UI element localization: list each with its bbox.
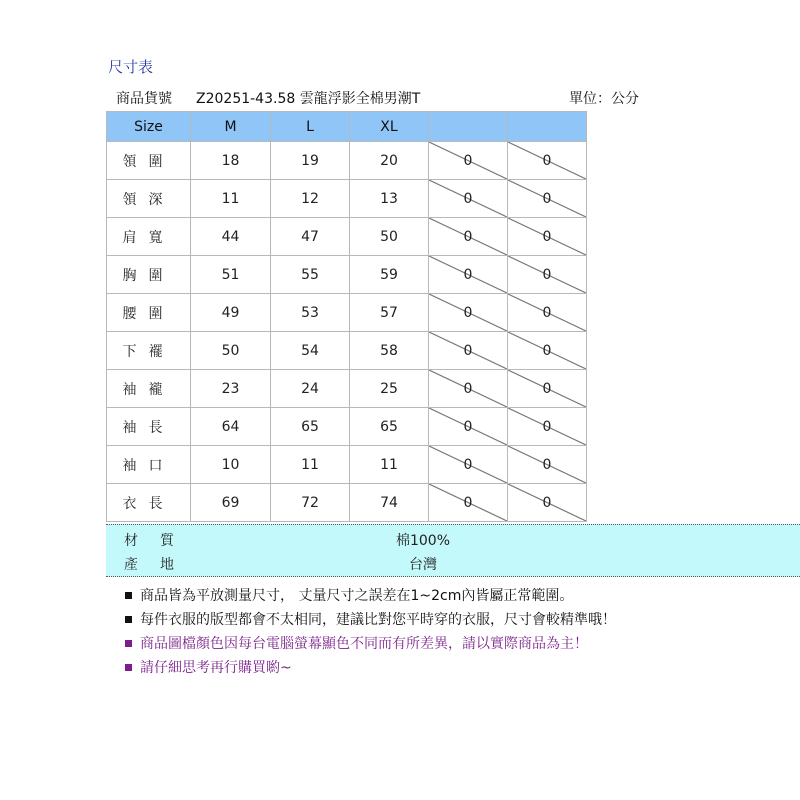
table-cell-value: 0 <box>463 152 473 169</box>
table-row <box>107 218 587 256</box>
product-code-label: 商品貨號 <box>116 91 172 107</box>
table-cell: 18 <box>191 142 271 180</box>
measurement-label: 胸圍 <box>107 256 191 294</box>
table-cell: 11 <box>191 180 271 218</box>
header-empty-1 <box>429 112 508 142</box>
page-title: 尺寸表 <box>108 58 154 76</box>
table-cell: 65 <box>350 408 429 446</box>
square-bullet-icon <box>125 616 132 623</box>
empty-size-cell <box>429 408 508 446</box>
table-cell: 57 <box>350 294 429 332</box>
size-table <box>106 111 587 522</box>
empty-size-cell <box>429 446 508 484</box>
table-cell-value: 0 <box>542 380 552 397</box>
material-value: 棉100% <box>395 533 451 549</box>
table-cell-value: 0 <box>542 456 552 473</box>
table-cell-value: 0 <box>463 342 473 359</box>
note-text: 商品皆為平放測量尺寸， 丈量尺寸之誤差在1~2cm內皆屬正常範圍。 <box>140 588 574 604</box>
empty-size-cell <box>429 142 508 180</box>
measurement-label: 領圍 <box>107 142 191 180</box>
empty-size-cell <box>508 408 587 446</box>
table-cell: 23 <box>191 370 271 408</box>
table-cell: 59 <box>350 256 429 294</box>
table-cell: 55 <box>271 256 350 294</box>
empty-size-cell <box>508 218 587 256</box>
table-cell: 11 <box>350 446 429 484</box>
table-row <box>107 332 587 370</box>
table-cell: 50 <box>350 218 429 256</box>
header-empty-2 <box>508 112 587 142</box>
note-text: 每件衣服的版型都會不太相同，建議比對您平時穿的衣服，尺寸會較精準哦！ <box>140 612 616 628</box>
table-cell: 11 <box>271 446 350 484</box>
empty-size-cell <box>508 484 587 522</box>
table-row <box>107 484 587 522</box>
empty-size-cell <box>508 446 587 484</box>
square-bullet-icon <box>125 592 132 599</box>
table-row <box>107 180 587 218</box>
table-cell-value: 0 <box>542 494 552 511</box>
table-cell: 10 <box>191 446 271 484</box>
origin-row <box>106 550 800 574</box>
empty-size-cell <box>508 256 587 294</box>
material-band <box>106 524 800 577</box>
table-cell: 51 <box>191 256 271 294</box>
measurement-label: 腰圍 <box>107 294 191 332</box>
table-row <box>107 294 587 332</box>
table-row <box>107 408 587 446</box>
empty-size-cell <box>429 294 508 332</box>
origin-value: 台灣 <box>409 557 437 573</box>
table-cell-value: 0 <box>463 228 473 245</box>
table-cell-value: 0 <box>463 266 473 283</box>
table-row <box>107 446 587 484</box>
table-cell-value: 0 <box>463 304 473 321</box>
table-cell-value: 0 <box>542 152 552 169</box>
measurement-label: 衣長 <box>107 484 191 522</box>
table-cell: 47 <box>271 218 350 256</box>
material-label: 材質 <box>124 533 196 549</box>
note-item <box>125 608 616 632</box>
table-cell-value: 0 <box>463 456 473 473</box>
table-row <box>107 370 587 408</box>
header-l: L <box>271 112 350 142</box>
note-item <box>125 656 616 680</box>
note-item <box>125 584 616 608</box>
table-row <box>107 256 587 294</box>
empty-size-cell <box>508 294 587 332</box>
table-cell: 19 <box>271 142 350 180</box>
note-text: 商品圖檔顏色因每台電腦螢幕顯色不同而有所差異，請以實際商品為主！ <box>140 636 588 652</box>
empty-size-cell <box>508 142 587 180</box>
empty-size-cell <box>429 256 508 294</box>
empty-size-cell <box>429 332 508 370</box>
material-row <box>106 526 800 550</box>
table-cell: 12 <box>271 180 350 218</box>
measurement-label: 袖襱 <box>107 370 191 408</box>
table-cell: 50 <box>191 332 271 370</box>
measurement-label: 下襬 <box>107 332 191 370</box>
table-cell-value: 0 <box>463 190 473 207</box>
table-cell: 13 <box>350 180 429 218</box>
table-cell-value: 0 <box>542 304 552 321</box>
header-m: M <box>191 112 271 142</box>
empty-size-cell <box>508 332 587 370</box>
table-cell-value: 0 <box>463 494 473 511</box>
unit-label: 單位：公分 <box>569 91 639 107</box>
empty-size-cell <box>429 218 508 256</box>
empty-size-cell <box>429 484 508 522</box>
empty-size-cell <box>429 370 508 408</box>
note-text: 請仔細思考再行購買喲~ <box>140 660 292 676</box>
table-cell: 20 <box>350 142 429 180</box>
header-xl: XL <box>350 112 429 142</box>
table-cell: 44 <box>191 218 271 256</box>
empty-size-cell <box>508 180 587 218</box>
table-cell-value: 0 <box>463 380 473 397</box>
table-cell: 49 <box>191 294 271 332</box>
measurement-label: 領深 <box>107 180 191 218</box>
measurement-label: 袖口 <box>107 446 191 484</box>
table-cell-value: 0 <box>542 266 552 283</box>
measurement-label: 肩寬 <box>107 218 191 256</box>
table-cell: 25 <box>350 370 429 408</box>
table-cell-value: 0 <box>542 418 552 435</box>
notes-list <box>125 584 616 680</box>
table-cell: 54 <box>271 332 350 370</box>
table-cell: 53 <box>271 294 350 332</box>
table-cell: 58 <box>350 332 429 370</box>
table-cell-value: 0 <box>542 190 552 207</box>
table-cell: 74 <box>350 484 429 522</box>
table-cell: 65 <box>271 408 350 446</box>
table-cell-value: 0 <box>463 418 473 435</box>
origin-label: 產地 <box>124 557 196 573</box>
measurement-label: 袖長 <box>107 408 191 446</box>
product-code: Z20251-43.58 雲龍浮影全棉男潮T <box>196 91 421 107</box>
table-cell: 72 <box>271 484 350 522</box>
table-cell: 69 <box>191 484 271 522</box>
header-size: Size <box>107 112 191 142</box>
table-cell: 24 <box>271 370 350 408</box>
size-table-header <box>107 112 587 142</box>
table-cell-value: 0 <box>542 228 552 245</box>
square-bullet-icon <box>125 664 132 671</box>
empty-size-cell <box>429 180 508 218</box>
note-item <box>125 632 616 656</box>
square-bullet-icon <box>125 640 132 647</box>
table-cell: 64 <box>191 408 271 446</box>
empty-size-cell <box>508 370 587 408</box>
table-cell-value: 0 <box>542 342 552 359</box>
table-row <box>107 142 587 180</box>
